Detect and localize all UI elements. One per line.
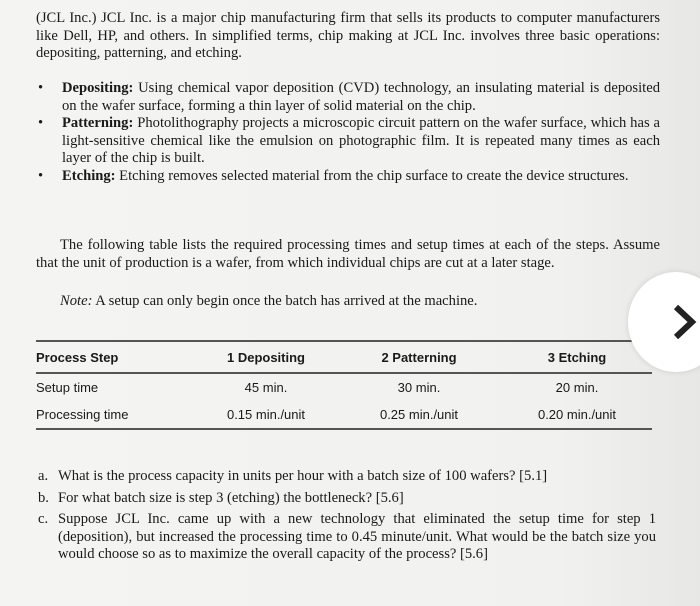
- bullet-dot: •: [38, 80, 44, 96]
- table-cell: Processing time: [36, 406, 129, 422]
- table-row: [36, 374, 652, 401]
- list-item: [36, 511, 656, 564]
- list-item: [36, 468, 656, 486]
- table-intro-paragraph: [36, 237, 660, 272]
- list-item: [36, 168, 660, 186]
- bullet-dot: •: [38, 115, 44, 131]
- note-label: Note:: [60, 293, 93, 309]
- table-bottom-rule: [36, 428, 652, 430]
- table-cell: 0.15 min./unit: [226, 406, 306, 422]
- table-cell: Setup time: [36, 379, 99, 395]
- question-label: b.: [38, 489, 49, 506]
- process-table: [36, 340, 652, 430]
- list-item: [36, 490, 656, 508]
- header-cell: Process Step: [36, 349, 119, 365]
- bullet-term: Depositing:: [62, 80, 134, 96]
- bullet-text: Etching removes selected material from the chip surface to create the device structures.: [119, 167, 629, 184]
- bullet-term: Etching:: [62, 167, 116, 184]
- bullet-text: Using chemical vapor deposition (CVD) technology, an insulating material is deposited on the wafer surface, forming a thin layer of solid material on the chip.: [62, 80, 660, 114]
- questions-list: [36, 468, 656, 564]
- table-cell: 0.20 min./unit: [537, 406, 617, 422]
- question-text: What is the process capacity in units per hour with a batch size of 100 wafers? [5.1]: [58, 468, 548, 484]
- table-cell: 20 min.: [555, 379, 599, 395]
- intro-paragraph: [36, 10, 660, 63]
- bullet-dot: •: [38, 167, 44, 184]
- operations-list: [36, 80, 660, 185]
- table-row: [36, 401, 652, 428]
- list-item: [36, 115, 660, 168]
- table-header-row: [36, 342, 652, 372]
- table-cell: 45 min.: [244, 379, 288, 395]
- header-cell: 3 Etching: [547, 349, 607, 365]
- list-item: [36, 80, 660, 115]
- table-cell: 0.25 min./unit: [379, 406, 459, 422]
- question-text: Suppose JCL Inc. came up with a new technology that eliminated the setup time for step 1 (deposition), but increased the processing time to 0.45 minute/unit. What would be the batch size you would choose so as to maximize the overall capacity of the process? [5.6]: [58, 511, 656, 562]
- note-text: A setup can only begin once the batch has arrived at the machine.: [95, 293, 478, 309]
- header-cell: 1 Depositing: [226, 349, 305, 365]
- bullet-term: Patterning:: [62, 115, 134, 131]
- bullet-text: Photolithography projects a microscopic circuit pattern on the wafer surface, which has a light-sensitive chemical like the emulsion on photographic film. It is repeated many times as each layer of the chip is built.: [62, 115, 660, 166]
- intro-text: (JCL Inc.) JCL Inc. is a major chip manufacturing firm that sells its products to computer manufacturers like Dell, HP, and others. In simplified terms, chip making at JCL Inc. involves three basic operations: depositing, patterning, and etching.: [36, 10, 660, 61]
- note: [60, 293, 477, 310]
- question-text: For what batch size is step 3 (etching) the bottleneck? [5.6]: [58, 489, 404, 506]
- table-intro-text: The following table lists the required processing times and setup times at each of the steps. Assume that the unit of production is a wafer, from which individual chips are cut at a later stage.: [36, 237, 660, 271]
- question-label: c.: [38, 511, 49, 527]
- header-cell: 2 Patterning: [381, 349, 457, 365]
- question-label: a.: [38, 468, 49, 484]
- table-cell: 30 min.: [397, 379, 441, 395]
- chevron-right-icon: [672, 304, 698, 340]
